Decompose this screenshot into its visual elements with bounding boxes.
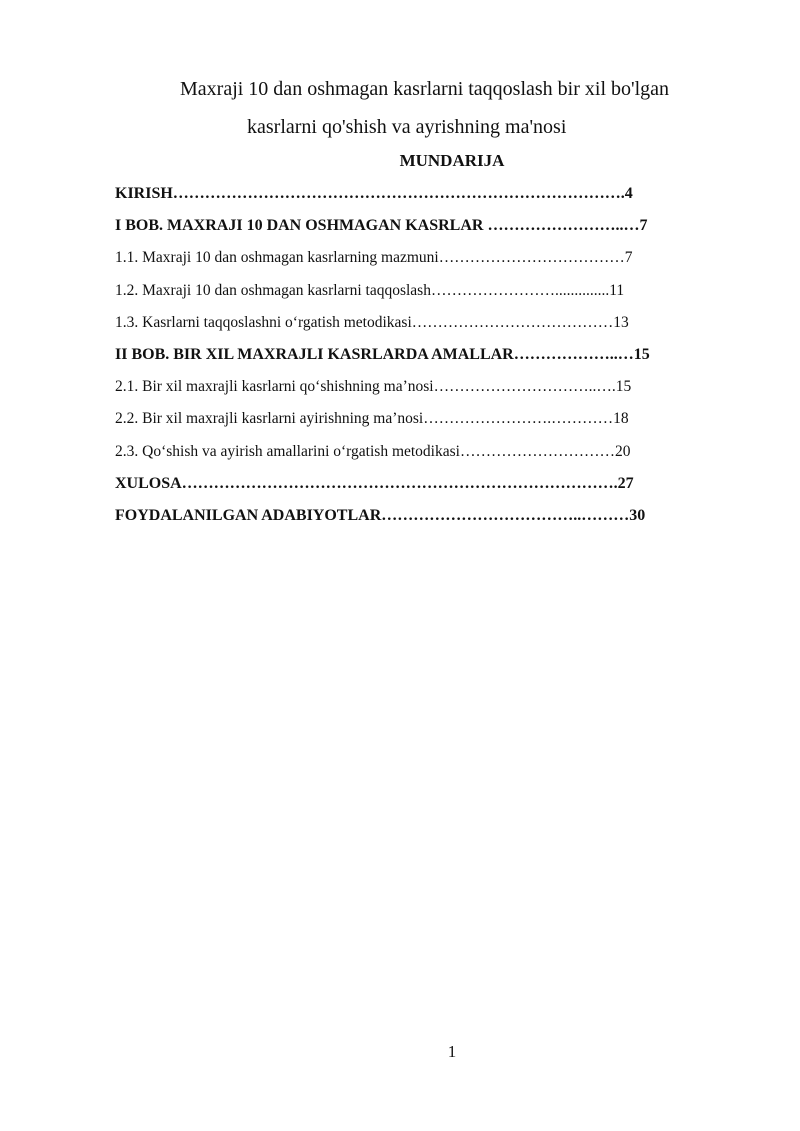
toc-entry-section-2-1: 2.1. Bir xil maxrajli kasrlarni qo‘shishning ma’nosi…………………………..….15 [115, 378, 632, 396]
document-title-line-2: kasrlarni qo'shish va ayrishning ma'nosi [247, 116, 567, 138]
page-number: 1 [447, 1042, 457, 1061]
document-title-line-1: Maxraji 10 dan oshmagan kasrlarni taqqoslash bir xil bo'lgan [180, 78, 670, 100]
toc-entry-section-2-2: 2.2. Bir xil maxrajli kasrlarni ayirishning ma’nosi…………………….…………18 [115, 410, 629, 428]
toc-entry-chapter-1: I BOB. MAXRAJI 10 DAN OSHMAGAN KASRLAR ……………………..…7 [115, 217, 648, 235]
toc-entry-references: FOYDALANILGAN ADABIYOTLAR………………………………..………30 [115, 506, 646, 524]
toc-entry-conclusion: XULOSA……………………………………………………………………….27 [115, 474, 634, 492]
contents-heading: MUNDARIJA [399, 151, 505, 170]
toc-entry-section-1-2: 1.2. Maxraji 10 dan oshmagan kasrlarni taqqoslash……………………..............11 [115, 281, 625, 299]
table-of-contents [115, 183, 755, 537]
toc-entry-section-1-1: 1.1. Maxraji 10 dan oshmagan kasrlarning mazmuni………………………………7 [115, 249, 633, 267]
toc-entry-introduction: KIRISH………………………………………………………………………….4 [115, 185, 633, 202]
toc-entry-chapter-2: II BOB. BIR XIL MAXRAJLI KASRLARDA AMALLAR………………..…15 [115, 345, 650, 363]
toc-entry-section-1-3: 1.3. Kasrlarni taqqoslashni o‘rgatish metodikasi…………………………………13 [115, 313, 629, 331]
toc-entry-section-2-3: 2.3. Qo‘shish va ayirish amallarini o‘rgatish metodikasi…………………………20 [115, 442, 631, 460]
